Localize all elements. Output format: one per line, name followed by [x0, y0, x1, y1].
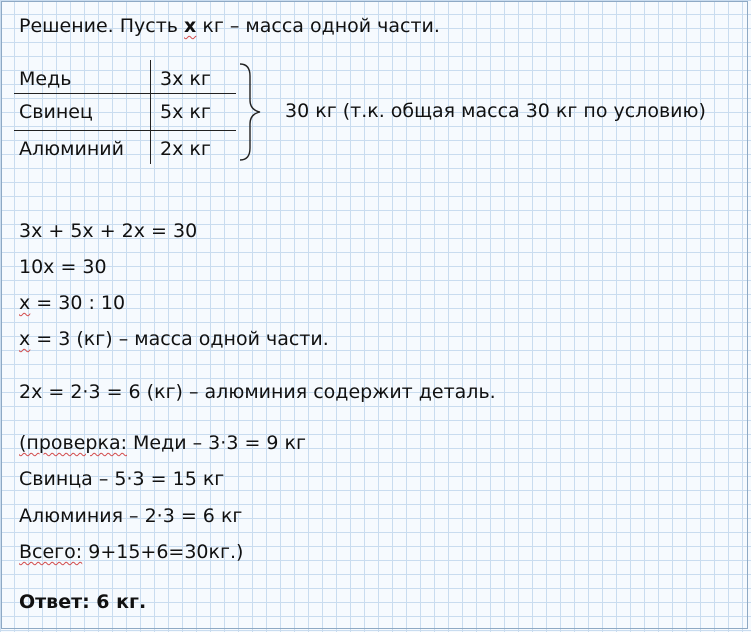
table-column-divider [150, 60, 151, 164]
heading-suffix: кг – масса одной части. [196, 15, 440, 37]
table-divider-2 [14, 130, 236, 131]
check-line-3: Алюминия – 2·3 = 6 кг [19, 505, 243, 527]
aluminium-result: 2x = 2·3 = 6 (кг) – алюминия содержит деталь. [19, 381, 496, 403]
table-divider-1 [14, 93, 236, 94]
row-name-lead: Свинец [19, 101, 93, 123]
total-word: Всего: [19, 541, 83, 563]
check-word: (проверка: [19, 432, 127, 454]
total-mass-note: 30 кг (т.к. общая масса 30 кг по условию) [285, 100, 706, 122]
answer: Ответ: 6 кг. [19, 591, 147, 613]
check-line-1 [19, 431, 306, 455]
check-line-4 [19, 540, 243, 564]
solution-heading [19, 14, 440, 38]
check-line-1-rest: Меди – 3·3 = 9 кг [127, 432, 306, 454]
equation-2: 10x = 30 [19, 256, 107, 278]
equation-4 [19, 327, 329, 351]
page-frame [1, 1, 748, 629]
heading-prefix: Решение. Пусть [19, 15, 185, 37]
equation-4-rest: = 3 (кг) – масса одной части. [30, 328, 329, 350]
equation-3-rest: = 30 : 10 [30, 292, 126, 314]
row-name-copper: Медь [19, 68, 72, 90]
equation-3-var: x [19, 292, 31, 314]
row-value-aluminium: 2x кг [160, 138, 211, 160]
check-line-2: Свинца – 5·3 = 15 кг [19, 468, 225, 490]
curly-brace-icon [236, 62, 266, 162]
check-line-4-rest: 9+15+6=30кг.) [82, 541, 244, 563]
heading-variable: x [184, 15, 197, 37]
equation-3 [19, 291, 125, 315]
equation-1: 3x + 5x + 2x = 30 [19, 220, 198, 242]
equation-4-var: x [19, 328, 31, 350]
row-value-copper: 3x кг [160, 68, 211, 90]
row-value-lead: 5x кг [160, 101, 211, 123]
row-name-aluminium: Алюминий [19, 138, 124, 160]
